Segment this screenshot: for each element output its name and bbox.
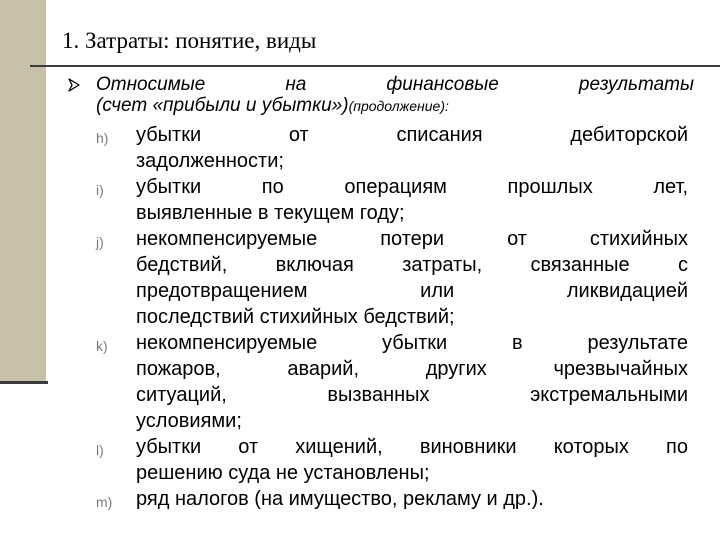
arrow-bullet-icon xyxy=(68,78,80,96)
list-item-line: убытки от списания дебиторской xyxy=(136,124,688,146)
intro-line-2 xyxy=(96,95,694,117)
slide-title: 1. Затраты: понятие, виды xyxy=(62,28,317,53)
list-item xyxy=(96,330,688,434)
list-marker: m) xyxy=(96,494,113,510)
accent-underline xyxy=(0,381,48,384)
list-marker: j) xyxy=(96,234,104,250)
list-marker: l) xyxy=(96,442,104,458)
list-item-text xyxy=(136,330,688,434)
list-item xyxy=(96,434,688,486)
list-item-text xyxy=(136,122,688,174)
list-item-text xyxy=(136,226,688,330)
list-item xyxy=(96,486,688,512)
list-item xyxy=(96,122,688,174)
list-item-line: убытки от хищений, виновники которых по xyxy=(136,436,688,458)
list-item-line: ряд налогов (на имущество, рекламу и др.). xyxy=(136,488,544,510)
list-item-line: решению суда не установлены; xyxy=(136,462,430,484)
list-item-line: предотвращением или ликвидацией xyxy=(136,280,688,302)
list-marker: k) xyxy=(96,338,108,354)
list-item-line: задолженности; xyxy=(136,150,284,172)
list-item-line: некомпенсируемые убытки в результате xyxy=(136,332,688,354)
list-item-line: пожаров, аварий, других чрезвычайных xyxy=(136,358,688,380)
list-item-line: некомпенсируемые потери от стихийных xyxy=(136,228,688,250)
list-item-text xyxy=(136,434,688,486)
intro-note: (продолжение): xyxy=(348,98,449,114)
list-item-line: ситуаций, вызванных экстремальными xyxy=(136,384,688,406)
intro-heading xyxy=(96,74,694,117)
list-item-line: условиями; xyxy=(136,410,242,432)
list-item-text xyxy=(136,174,688,226)
list-item-line: бедствий, включая затраты, связанные с xyxy=(136,254,688,276)
list-item-line: убытки по операциям прошлых лет, xyxy=(136,176,688,198)
list-item-text xyxy=(136,486,688,512)
expense-list xyxy=(96,122,688,512)
list-item-line: последствий стихийных бедствий; xyxy=(136,306,455,328)
title-divider xyxy=(30,65,720,67)
left-accent-bar xyxy=(0,0,46,384)
list-marker: h) xyxy=(96,130,109,146)
list-item xyxy=(96,174,688,226)
intro-account: (счет «прибыли и убытки») xyxy=(96,95,349,116)
list-marker: i) xyxy=(96,182,104,198)
list-item xyxy=(96,226,688,330)
intro-line-1: Относимые на финансовые результаты xyxy=(96,74,694,95)
list-item-line: выявленные в текущем году; xyxy=(136,202,405,224)
